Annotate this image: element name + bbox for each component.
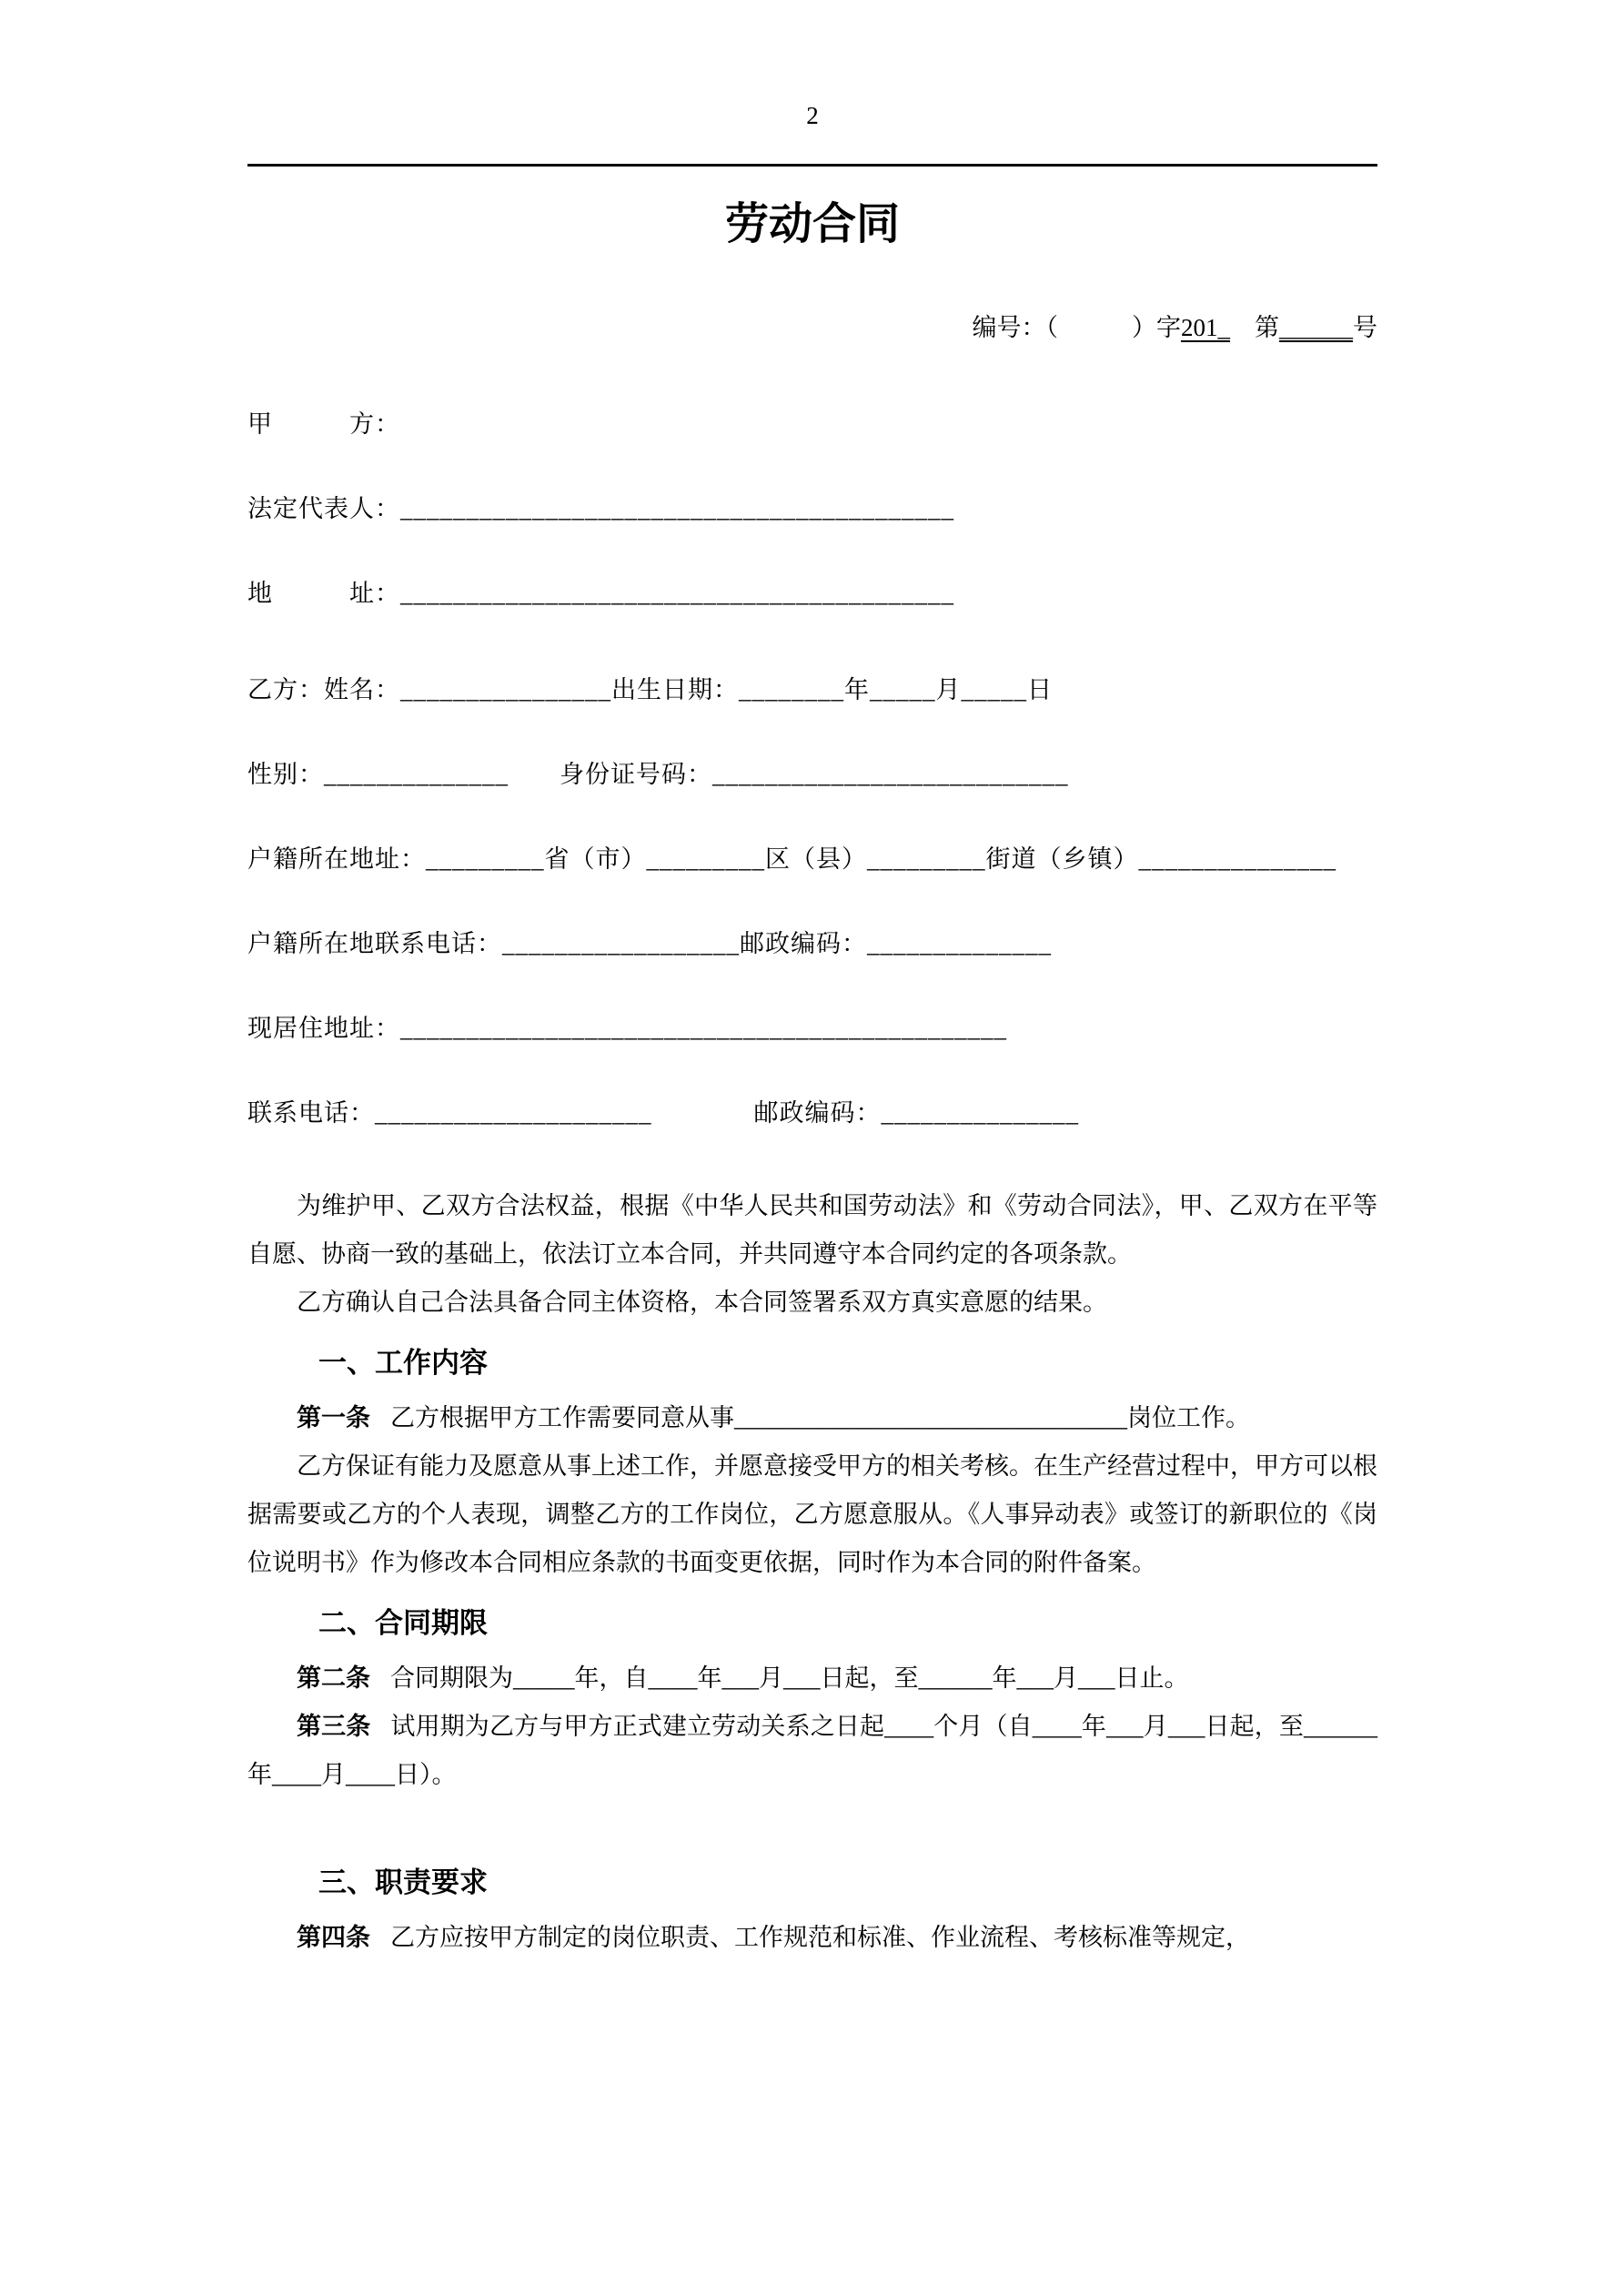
- serial-year: 201_: [1181, 314, 1230, 341]
- section-2-heading: 二、合同期限: [318, 1607, 488, 1639]
- field-party-b-name-birth: 乙方：姓名：________________出生日期：________年_____月_____日: [247, 676, 1053, 703]
- work-guarantee-paragraph: 乙方保证有能力及愿意从事上述工作，并愿意接受甲方的相关考核。在生产经营过程中，甲方可以根据需要或乙方的个人表现，调整乙方的工作岗位，乙方愿意服从。《人事异动表》或签订的新职位的《岗位说明书》作为修改本合同相应条款的书面变更依据，同时作为本合同的附件备案。: [247, 1452, 1377, 1576]
- confirm-paragraph: 乙方确认自己合法具备合同主体资格，本合同签署系双方真实意愿的结果。: [297, 1289, 1107, 1316]
- serial-blank: ______: [1279, 314, 1353, 341]
- page-number: 2: [806, 102, 819, 129]
- field-hukou-address: 户籍所在地址：_________省（市）_________区（县）_________街道（乡镇）_______________: [247, 845, 1337, 873]
- contract-number-line: [247, 312, 1377, 343]
- field-party-a-address: 地 址：__________________________________________: [247, 580, 954, 607]
- serial-gap: [1058, 314, 1132, 341]
- article-4: [247, 1914, 1377, 1962]
- serial-prefix: 编号：（: [972, 314, 1058, 341]
- header-rule: [247, 164, 1377, 167]
- article-1-label: 第一条: [297, 1404, 370, 1431]
- field-party-a: 甲 方：: [247, 410, 400, 438]
- article-3: [247, 1703, 1377, 1799]
- intro-paragraph: 为维护甲、乙双方合法权益，根据《中华人民共和国劳动法》和《劳动合同法》，甲、乙双方在平等自愿、协商一致的基础上，依法订立本合同，并共同遵守本合同约定的各项条款。: [247, 1192, 1377, 1268]
- serial-suffix: 号: [1353, 314, 1377, 341]
- document-content: [247, 102, 1377, 1962]
- serial-zi: ）字: [1132, 314, 1181, 341]
- section-3-heading: 三、职责要求: [318, 1866, 488, 1898]
- field-gender-id-number: 性别：______________ 身份证号码：___________________________: [247, 761, 1069, 788]
- field-legal-representative: 法定代表人：__________________________________________: [247, 495, 954, 522]
- article-4-text: 乙方应按甲方制定的岗位职责、工作规范和标准、作业流程、考核标准等规定，: [390, 1924, 1250, 1951]
- article-1: [247, 1394, 1377, 1442]
- serial-sep: 第: [1230, 314, 1279, 341]
- article-4-label: 第四条: [297, 1924, 370, 1951]
- field-current-address: 现居住地址：______________________________________________: [247, 1015, 1007, 1042]
- article-1-text: 乙方根据甲方工作需要同意从事________________________________岗位工作。: [390, 1404, 1250, 1431]
- section-1-heading: 一、工作内容: [318, 1347, 488, 1379]
- article-2-label: 第二条: [297, 1664, 370, 1692]
- contract-header-form: [247, 409, 1377, 1128]
- article-3-text: 试用期为乙方与甲方正式建立劳动关系之日起____个月（自____年___月___日起，至______年____月____日）。: [247, 1713, 1377, 1788]
- article-2: [247, 1654, 1377, 1703]
- article-2-text: 合同期限为_____年，自____年___月___日起，至______年___月___日止。: [390, 1664, 1189, 1692]
- article-3-label: 第三条: [297, 1713, 371, 1740]
- document-title: 劳动合同: [724, 200, 900, 248]
- field-hukou-phone-postal: 户籍所在地联系电话：__________________邮政编码：______________: [247, 930, 1052, 957]
- field-contact-phone-postal: 联系电话：_____________________ 邮政编码：_______________: [247, 1099, 1079, 1127]
- contract-body: [247, 1182, 1377, 1962]
